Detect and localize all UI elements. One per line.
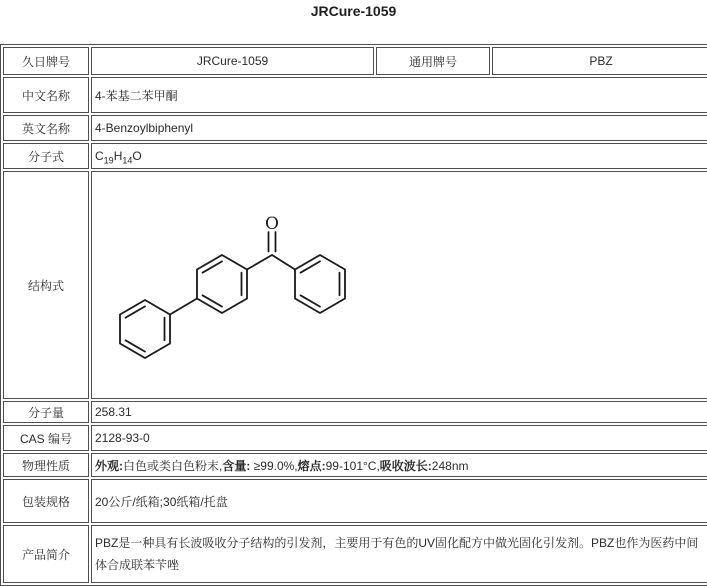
row-molecular-weight [3, 401, 707, 423]
formula-h: H [113, 149, 123, 163]
row-chinese-name [3, 77, 707, 113]
structure-label: 结构式 [3, 171, 89, 399]
molecule-4-benzoylbiphenyl [110, 208, 360, 373]
generic-brand-value: PBZ [492, 47, 707, 75]
brand-label: 久日牌号 [3, 47, 89, 75]
cas-number-label: CAS 编号 [3, 425, 89, 451]
absorption-key: 吸收波长: [379, 458, 432, 473]
physical-properties-label: 物理性质 [3, 453, 89, 477]
molecular-formula-value [91, 143, 707, 169]
structure-diagram [110, 208, 707, 373]
chinese-name-value: 4-苯基二苯甲酮 [91, 77, 707, 113]
generic-brand-label: 通用牌号 [376, 47, 490, 75]
product-intro-text: PBZ是一种具有长波吸收分子结构的引发剂，主要用于有色的UV固化配方中做光固化引发剂。PBZ也作为医药中间体合成联苯苄唑 [95, 536, 699, 572]
product-intro-label: 产品简介 [3, 525, 89, 583]
formula-sub-19: 19 [103, 155, 114, 166]
row-cas-number [3, 425, 707, 451]
assay-text: ≥99.0%, [250, 458, 298, 473]
molecular-weight-label: 分子量 [3, 401, 89, 423]
product-intro-value [91, 525, 707, 583]
english-name-label: 英文名称 [3, 115, 89, 141]
row-molecular-formula [3, 143, 707, 169]
formula-c: C [95, 149, 104, 163]
melting-point-text: 99-101°C, [325, 458, 380, 473]
row-product-intro [3, 525, 707, 583]
oxygen-atom-label: O [265, 214, 279, 234]
molecular-weight-value: 258.31 [91, 401, 707, 423]
formula-o: O [132, 149, 142, 163]
row-english-name [3, 115, 707, 141]
page-title: JRCure-1059 [310, 3, 397, 19]
physical-properties-value [91, 453, 707, 477]
row-structure [3, 171, 707, 399]
appearance-text: 白色或类白色粉末, [123, 458, 223, 473]
benzene-ring-central [197, 255, 247, 313]
benzene-ring-left [120, 300, 170, 358]
formula-sub-14: 14 [122, 155, 133, 166]
row-packaging [3, 479, 707, 523]
structure-cell [91, 171, 707, 399]
packaging-value: 20公斤/纸箱;30纸箱/托盘 [91, 479, 707, 523]
row-brand [3, 47, 707, 75]
packaging-label: 包装规格 [3, 479, 89, 523]
cas-number-value: 2128-93-0 [91, 425, 707, 451]
product-spec-table [0, 44, 707, 586]
row-physical-properties [3, 453, 707, 477]
absorption-text: 248nm [431, 458, 469, 473]
melting-point-key: 熔点: [297, 458, 326, 473]
biphenyl-bond [170, 299, 197, 315]
assay-key: 含量: [222, 458, 251, 473]
bond-carbonyl-to-ring [272, 255, 295, 270]
bond-ring-to-carbonyl [247, 255, 272, 270]
brand-value: JRCure-1059 [91, 47, 374, 75]
chinese-name-label: 中文名称 [3, 77, 89, 113]
benzene-ring-right [295, 255, 345, 313]
english-name-value: 4-Benzoylbiphenyl [91, 115, 707, 141]
molecular-formula-label: 分子式 [3, 143, 89, 169]
appearance-key: 外观: [95, 458, 123, 473]
